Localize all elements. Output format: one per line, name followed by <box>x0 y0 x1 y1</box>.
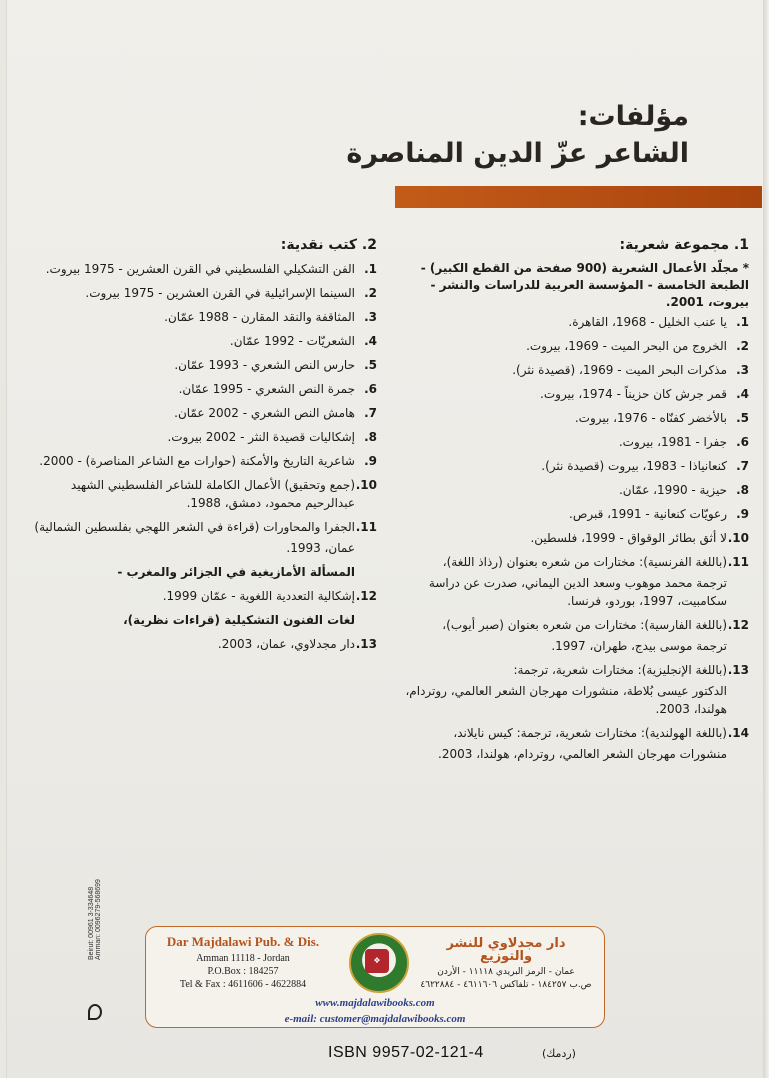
side-contact-beirut: Beirut: 00961 3-334648 <box>88 886 95 960</box>
list-item-text: (باللغة الإنجليزية): مختارات شعرية، ترجمة: <box>513 663 727 677</box>
list-item <box>399 337 749 355</box>
list-item-text: الفن التشكيلي الفلسطيني في القرن العشرين - 1975 بيروت. <box>45 262 355 276</box>
logo-mark: ❖ <box>365 949 389 973</box>
list-item-text: هامش النص الشعري - 2002 عمّان. <box>174 406 355 420</box>
isbn-arabic-label: (ردمك) <box>542 1047 576 1060</box>
list-item <box>399 553 749 571</box>
publisher-logo <box>349 933 409 993</box>
list-item <box>27 284 377 302</box>
list-item-number: 5. <box>364 358 377 372</box>
list-item <box>27 635 377 653</box>
list-item-number: 13. <box>355 637 377 651</box>
list-item <box>399 361 749 379</box>
list-item-number: 11. <box>727 555 749 569</box>
list-item <box>27 518 377 536</box>
list-plain-line: لغات الفنون التشكيلية (قراءات نظرية)، <box>123 613 355 627</box>
publisher-phone: Tel & Fax : 4611606 - 4622884 <box>179 979 307 990</box>
list-item-number: 12. <box>727 618 749 632</box>
list-item-continuation: الدكتور عيسى بُلاطة، منشورات مهرجان الشعر العالمي، روتردام، هولندا، 2003. <box>405 684 727 716</box>
list-item <box>399 385 749 403</box>
list-item <box>27 476 377 512</box>
list-item-continuation: عمان، 1993. <box>286 541 355 555</box>
critical-books-column <box>27 236 377 659</box>
list-item-number: 3. <box>736 363 749 377</box>
cover-edge <box>763 0 769 1078</box>
list-item-number: 2. <box>736 339 749 353</box>
list-item-text: الشعريّات - 1992 عمّان. <box>229 334 355 348</box>
publisher-name-en: Dar Majdalawi Pub. & Dis. <box>166 934 320 949</box>
list-item-text: كنعانياذا - 1983، بيروت (قصيدة نثر). <box>541 459 727 473</box>
list-item-number: 4. <box>364 334 377 348</box>
list-item-text: الخروج من البحر الميت - 1969، بيروت. <box>526 339 727 353</box>
list-item-number: 4. <box>736 387 749 401</box>
heading-subtitle: الشاعر عزّ الدين المناصرة <box>346 138 689 169</box>
list-item-text: المثاقفة والنقد المقارن - 1988 عمّان. <box>164 310 355 324</box>
list-item-text: إشكالية التعددية اللغوية - عمّان 1999. <box>162 589 355 603</box>
list-item-number: 1. <box>736 315 749 329</box>
list-item-number: 8. <box>736 483 749 497</box>
list-item <box>399 724 749 742</box>
list-item-number: 9. <box>364 454 377 468</box>
section-title: 2. كتب نقدية: <box>280 237 377 253</box>
publisher-website[interactable]: www.majdalawibooks.com <box>315 997 435 1009</box>
heading <box>129 100 689 174</box>
list-item-number: 7. <box>364 406 377 420</box>
side-contacts <box>88 840 102 960</box>
list-item-text: رعويّات كنعانية - 1991، قبرص. <box>569 507 727 521</box>
list-item <box>399 481 749 499</box>
list-item-continuation: منشورات مهرجان الشعر العالمي، روتردام، هولندا، 2003. <box>438 747 727 761</box>
list-item <box>27 587 377 605</box>
list-item <box>27 404 377 422</box>
list-item <box>399 409 749 427</box>
intro-paragraph: * مجلّد الأعمال الشعرية (900 صفحة من القطع الكبير) - الطبعة الخامسة - المؤسسة العربية للدراسات والنشر - بيروت، 2001. <box>420 261 749 309</box>
list-item <box>27 260 377 278</box>
list-item-number: 10. <box>355 478 377 492</box>
publisher-box <box>145 926 605 1028</box>
list-item <box>399 457 749 475</box>
list-item-number: 8. <box>364 430 377 444</box>
list-item <box>399 616 749 634</box>
publisher-email[interactable]: e-mail: customer@majdalawibooks.com <box>284 1013 466 1025</box>
list-item-text: دار مجدلاوي، عمان، 2003. <box>217 637 355 651</box>
list-item-number: 14. <box>727 726 749 740</box>
isbn-number: ISBN 9957-02-121-4 <box>328 1044 484 1061</box>
list-item-text: جفرا - 1981، بيروت. <box>618 435 727 449</box>
publisher-english <box>158 935 328 991</box>
publisher-address-ar: عمان - الرمز البريدي ١١١١٨ - الأردن <box>437 967 575 977</box>
list-item-text: بالأخضر كفنّاه - 1976، بيروت. <box>574 411 727 425</box>
list-item <box>27 452 377 470</box>
list-item <box>399 505 749 523</box>
publisher-pobox: P.O.Box : 184257 <box>207 966 279 977</box>
publisher-arabic <box>420 937 592 992</box>
list-item <box>27 428 377 446</box>
poetry-list <box>399 313 749 763</box>
list-item-text: حيزية - 1990، عمّان. <box>618 483 727 497</box>
list-item-number: 6. <box>364 382 377 396</box>
list-item-text: قمر جرش كان حزيناً - 1974، بيروت. <box>540 387 727 401</box>
list-item-text: الجفرا والمحاورات (قراءة في الشعر اللهجي بفلسطين الشمالية) <box>34 520 355 534</box>
list-item <box>27 308 377 326</box>
list-item-number: 10. <box>727 531 749 545</box>
list-item-text: يا عنب الخليل - 1968، القاهرة. <box>568 315 727 329</box>
publisher-address: Amman 11118 - Jordan <box>196 953 290 964</box>
list-item-number: 7. <box>736 459 749 473</box>
list-item-number: 3. <box>364 310 377 324</box>
list-item-number: 6. <box>736 435 749 449</box>
accent-bar <box>395 186 762 208</box>
list-item-number: 2. <box>364 286 377 300</box>
list-item-text: (باللغة الفرنسية): مختارات من شعره بعنوان (رذاذ اللغة)، <box>442 555 727 569</box>
list-item-text: (جمع وتحقيق) الأعمال الكاملة للشاعر الفلسطيني الشهيد عبدالرحيم محمود، دمشق، 1988. <box>70 478 355 510</box>
publisher-phone-ar: ص.ب ١٨٤٢٥٧ - تلفاكس ٤٦١١٦٠٦ - ٤٦٢٢٨٨٤ <box>420 980 592 990</box>
publisher-name-ar: دار مجدلاوي للنشر والتوزيع <box>446 936 566 964</box>
list-item-text: جمرة النص الشعري - 1995 عمّان. <box>178 382 355 396</box>
list-item <box>399 313 749 331</box>
list-item-number: 1. <box>364 262 377 276</box>
list-item-number: 12. <box>355 589 377 603</box>
list-item-continuation: ترجمة محمد موهوب وسعد الدين اليماني، صدرت عن دراسة سكامبيت، 1997، بوردو، فرنسا. <box>428 576 727 608</box>
list-item <box>399 433 749 451</box>
list-item-text: مذكرات البحر الميت - 1969، (قصيدة نثر). <box>512 363 727 377</box>
side-contact-amman: Amman: 0096279-568699 <box>95 879 102 960</box>
list-item-text: حارس النص الشعري - 1993 عمّان. <box>174 358 355 372</box>
critical-list <box>27 260 377 653</box>
list-item-number: 5. <box>736 411 749 425</box>
poetry-collection-column <box>399 236 749 769</box>
list-item <box>399 661 749 679</box>
list-item-text: إشكاليات قصيدة النثر - 2002 بيروت. <box>167 430 355 444</box>
list-item-text: (باللغة الهولندية): مختارات شعرية، ترجمة: كيس نايلاند، <box>453 726 727 740</box>
distributor-icon <box>88 1004 102 1020</box>
list-item <box>399 529 749 547</box>
list-item <box>27 380 377 398</box>
list-item-text: لا أثق بطائر الوقواق - 1999، فلسطين. <box>530 531 727 545</box>
list-item-number: 11. <box>355 520 377 534</box>
list-item <box>27 332 377 350</box>
list-item <box>27 356 377 374</box>
list-item-number: 9. <box>736 507 749 521</box>
list-item-text: شاعرية التاريخ والأمكنة (حوارات مع الشاعر المناصرة) - 2000. <box>39 454 355 468</box>
list-item-number: 13. <box>727 663 749 677</box>
list-item-continuation: ترجمة موسى بيدج، طهران، 1997. <box>551 639 727 653</box>
list-item-text: السينما الإسرائيلية في القرن العشرين - 1975 بيروت. <box>85 286 355 300</box>
list-plain-line: المسألة الأمازيغية في الجزائر والمغرب - <box>117 565 355 579</box>
section-title: 1. مجموعة شعرية: <box>619 237 749 253</box>
list-item-text: (باللغة الفارسية): مختارات من شعره بعنوان (صبر أيوب)، <box>442 618 727 632</box>
heading-title: مؤلفات: <box>577 101 689 132</box>
